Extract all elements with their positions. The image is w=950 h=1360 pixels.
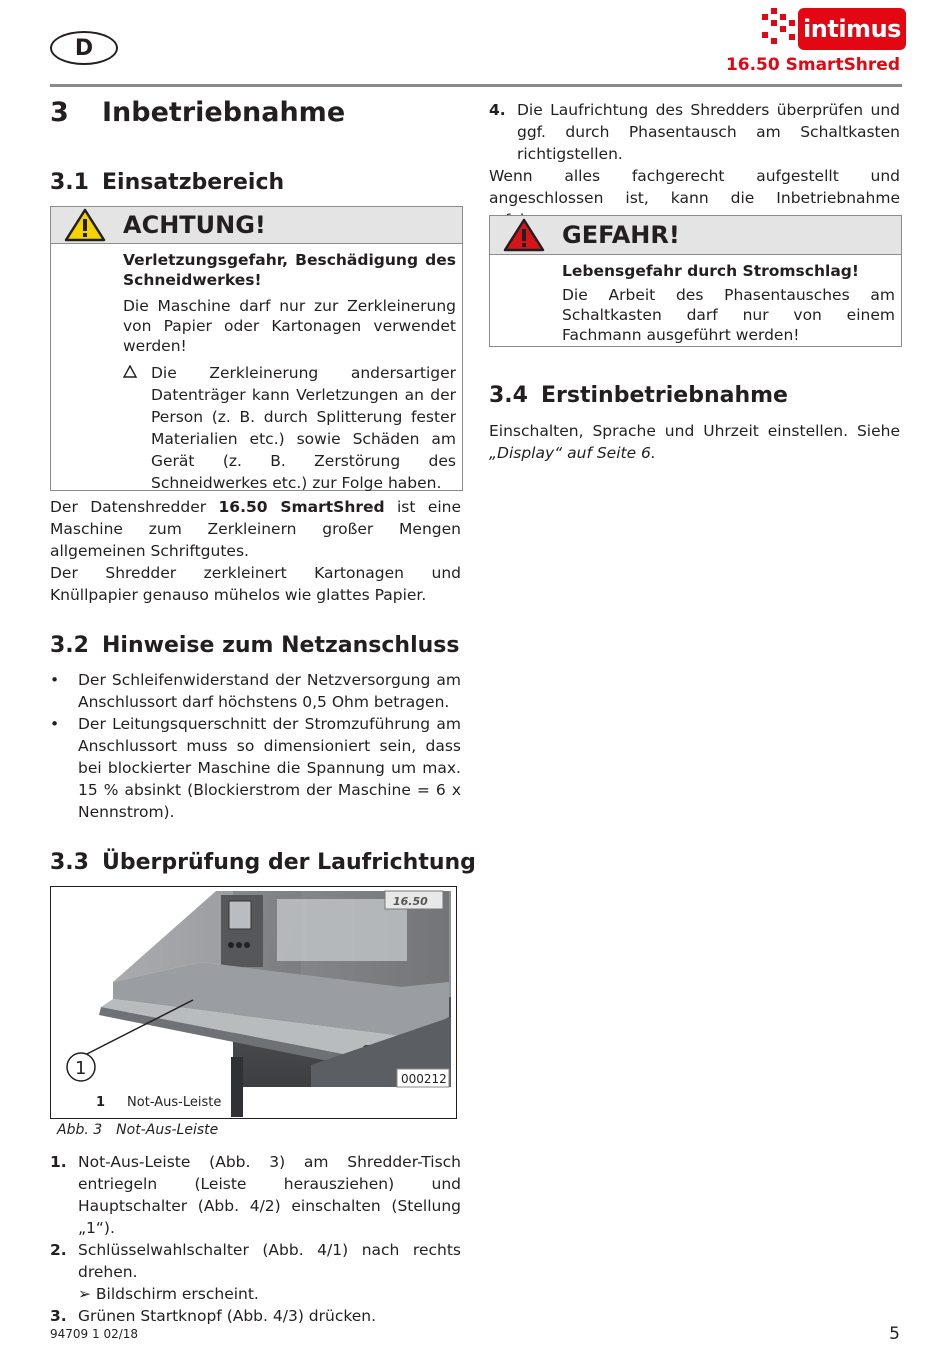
list-item: • Der Schleifenwiderstand der Netzversorgung am Anschlussort darf höchstens 0,5 Ohm betragen. <box>50 671 461 711</box>
intro-paragraph: Der Datenshredder 16.50 SmartShred ist eine Maschine zum Zerkleinern großer Mengen allgemeinen Schriftgutes. <box>50 498 462 560</box>
chapter-heading: 3 Inbetriebnahme <box>50 97 346 128</box>
danger-box <box>489 215 902 347</box>
intimus-logo <box>762 8 906 50</box>
image-id: 000212 <box>401 1072 447 1086</box>
shredder-photo <box>51 887 455 1117</box>
warning-title: ACHTUNG! <box>123 211 266 239</box>
triangle-outline-icon <box>123 362 137 385</box>
danger-triangle-icon <box>502 217 546 253</box>
intro-paragraph-2: Der Shredder zerkleinert Kartonagen und Knüllpapier genauso mühelos wie glattes Papier. <box>50 564 461 604</box>
warning-bold: Verletzungsgefahr, Beschädigung des Schneidwerkes! <box>123 251 456 289</box>
figure-caption: Abb. 3 Not-Aus-Leiste <box>57 1122 219 1138</box>
step-item: 4. Die Laufrichtung des Shredders überprüfen und ggf. durch Phasentausch am Schaltkasten richtigstellen. <box>489 101 900 163</box>
cross-reference-link[interactable]: „Display“ auf Seite 6. <box>489 444 656 462</box>
step-result: ➢ Bildschirm erscheint. <box>78 1285 259 1303</box>
step-item: 1. Not-Aus-Leiste (Abb. 3) am Shredder-Tisch entriegeln (Leiste herausziehen) und Hauptschalter (Abb. 4/2) einschalten (Stellung „1“). <box>50 1153 461 1237</box>
list-item: • Der Leitungsquerschnitt der Stromzuführung am Anschlussort muss so dimensioniert sein, dass bei blockierter Maschine die Spannung um max. 15 % absinkt (Blockierstrom der Maschine = 6 x Nennstrom). <box>50 715 461 821</box>
heading-3-3: 3.3 Überprüfung der Laufrichtung <box>50 850 476 875</box>
product-name: 16.50 SmartShred <box>725 55 900 75</box>
warning-header <box>51 207 462 244</box>
figure-legend: 1 Not-Aus-Leiste <box>96 1095 222 1110</box>
page-number: 5 <box>889 1324 900 1344</box>
danger-header <box>490 216 901 255</box>
logo-wordmark: intimus <box>798 8 906 50</box>
warning-text: Die Maschine darf nur zur Zerkleinerung von Papier oder Kartonagen verwendet werden! <box>123 297 456 355</box>
step-item: 2. Schlüsselwahlschalter (Abb. 4/1) nach rechts drehen. ➢ Bildschirm erscheint. <box>50 1241 461 1303</box>
danger-title: GEFAHR! <box>562 221 680 249</box>
first-start-paragraph: Einschalten, Sprache und Uhrzeit einstellen. Siehe „Display“ auf Seite 6. <box>489 422 900 462</box>
heading-3-4: 3.4 Erstinbetriebnahme <box>489 383 788 408</box>
header-rule <box>50 84 902 87</box>
warning-consequence: Die Zerkleinerung andersartiger Datenträger kann Verletzungen an der Person (z. B. durch Splitterung fester Materialien etc.) sowie Schäden am Gerät (z. B. Zerstörung des Schneidwerkes etc.) zur Folge haben. <box>123 362 456 494</box>
heading-3-2: 3.2 Hinweise zum Netzanschluss <box>50 633 460 658</box>
document-number: 94709 1 02/18 <box>50 1327 139 1341</box>
danger-text: Die Arbeit des Phasentausches am Schaltkasten darf nur von einem Fachmann ausgeführt werden! <box>562 286 895 344</box>
callout-number: 1 <box>75 1058 87 1079</box>
language-badge: D <box>50 31 118 65</box>
ready-paragraph: Wenn alles fachgerecht aufgestellt und angeschlossen ist, kann die Inbetriebnahme <box>489 167 900 207</box>
step-item: 3. Grünen Startknopf (Abb. 4/3) drücken. <box>50 1307 377 1325</box>
warning-triangle-icon <box>63 207 107 243</box>
danger-bold: Lebensgefahr durch Stromschlag! <box>562 262 859 280</box>
figure-shredder <box>50 886 457 1119</box>
warning-box <box>50 206 463 491</box>
machine-label: 16.50 <box>393 895 428 908</box>
heading-3-1: 3.1 Einsatzbereich <box>50 170 285 195</box>
